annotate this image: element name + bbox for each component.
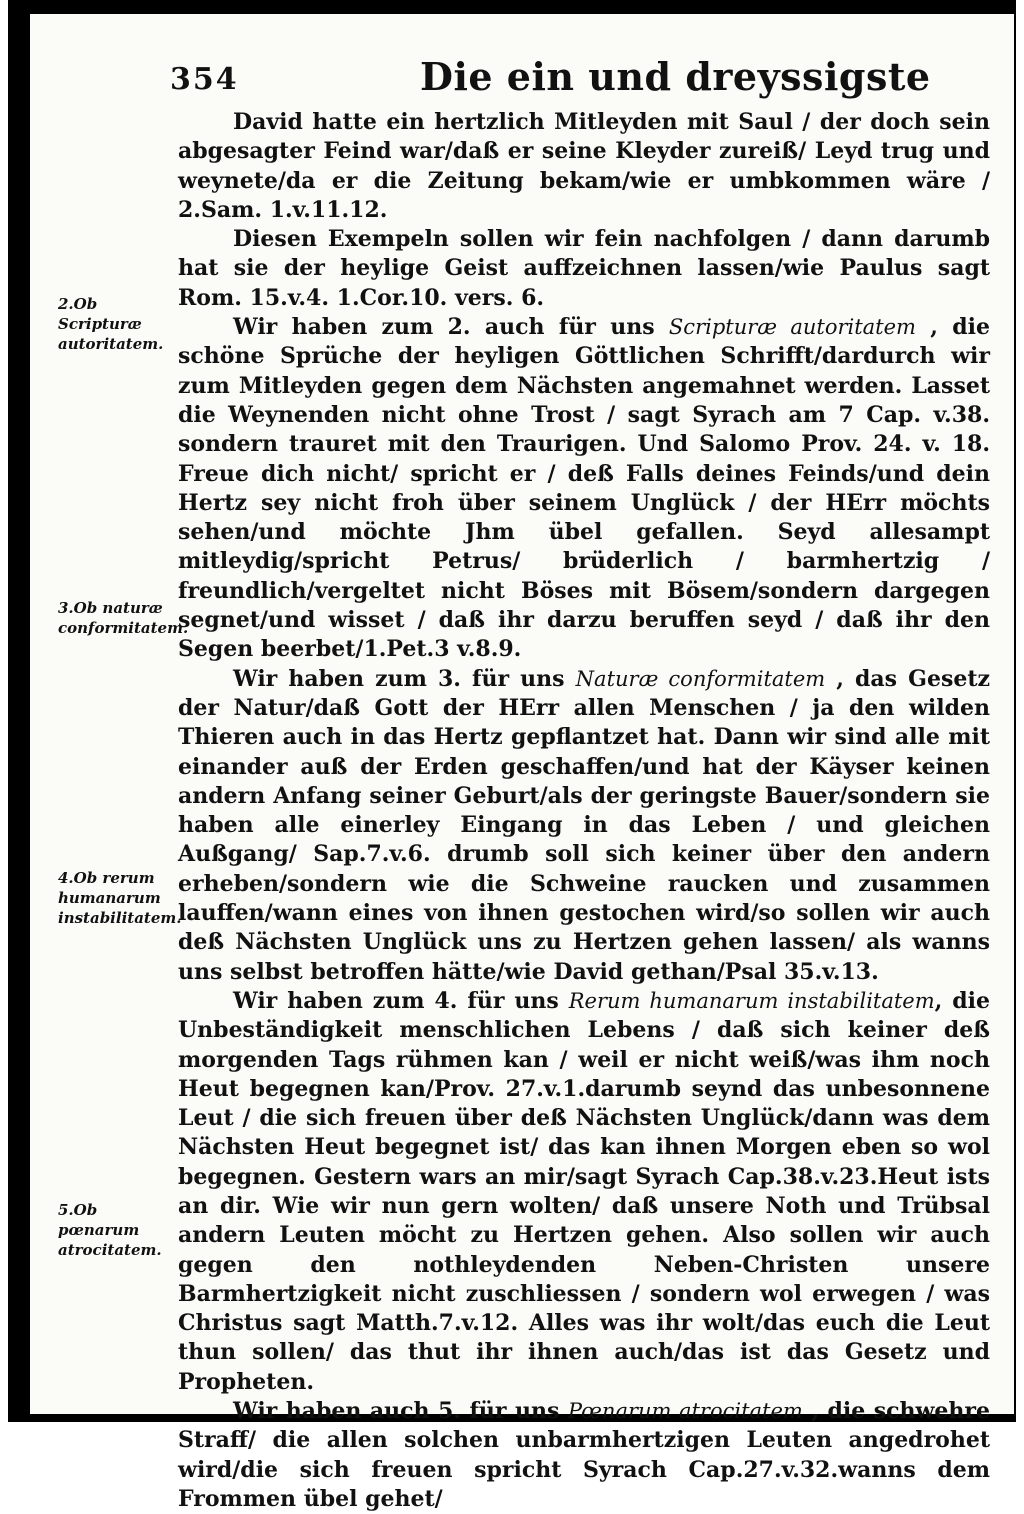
margin-note-naturae: 3.Ob naturæ conformitatem. [58,599,189,637]
paragraph-exempeln: Diesen Exempeln sollen wir fein nachfolgen / dann darumb hat sie der heylige Geist auffzeichnen lassen/wie Paulus sagt Rom. 15.v.4. 1.Cor.10. vers. 6. [178,226,990,311]
paragraph-lead: Wir haben zum 3. für uns [233,665,576,692]
latin-phrase: Naturæ conformitatem [575,666,826,691]
paragraph-poenarum [178,1397,990,1514]
paragraph-body: , die schöne Sprüche der heyligen Göttlichen Schrifft/dardurch wir zum Mitleyden gegen dem Nächsten angemahnet werden. Lasset die Weynenden nicht ohne Trost / sagt Syrach am 7 Cap. v.38. sondern trauret mit den Traurigen. Und Salomo Prov. 24. v. 18. Freue dich nicht/ spricht er / deß Falls deines Feinds/und dein Hertz sey nicht froh über seinem Unglück / der HErr möchts sehen/und möchte Jhm übel gefallen. Seyd allesampt mitleydig/spricht Petrus/ brüderlich / barmhertzig / freundlich/vergeltet nicht Böses mit Bösem/sondern dargegen segnet/und wisset / daß ihr darzu beruffen seyd / daß ihr den Segen beerbet/1.Pet.3 v.8.9. [178,314,990,663]
paragraph-rerum [178,987,990,1397]
body-text [178,108,990,1514]
paragraph-david: David hatte ein hertzlich Mitleyden mit Saul / der doch sein abgesagter Feind war/daß er seine Kleyder zureiß/ Leyd trug und weynete/da er die Zeitung bekam/wie er umbkommen wäre / 2.Sam. 1.v.11.12. [178,109,990,223]
margin-note-poenarum: 5.Ob pœnarum atrocitatem. [58,1201,162,1259]
latin-phrase: Pœnarum atrocitatem [567,1399,803,1424]
paragraph-lead: Wir haben auch 5. für uns [233,1398,568,1425]
paragraph-naturae [178,665,990,987]
margin-note-rerum: 4.Ob rerum humanarum instabilitatem. [58,869,182,927]
latin-phrase: Scripturæ autoritatem [668,315,916,340]
page-number: 354 [170,62,239,97]
paragraph-scripturae [178,313,990,665]
running-title: Die ein und dreyssigste [420,54,931,99]
page-header [170,50,970,100]
latin-phrase: Rerum humanarum instabilitatem [568,988,935,1013]
margin-note-scripturae: 2.Ob Scripturæ autoritatem. [58,295,164,353]
paragraph-body: , die schwehre Straff/ die allen solchen unbarmhertzigen Leuten angedrohet wird/die sich freuen spricht Syrach Cap.27.v.32.wanns dem Frommen übel gehet/ [178,1398,990,1512]
paragraph-body: , das Gesetz der Natur/daß Gott der HErr allen Menschen / ja den wilden Thieren auch in das Hertz gepflantzet hat. Dann wir sind alle mit einander auß der Erden geschaffen/und hat der Käyser keinen andern Anfang seiner Geburt/als der geringste Bauer/sondern sie haben alle einerley Eingang in das Leben / und gleichen Außgang/ Sap.7.v.6. drumb soll sich keiner über den andern erheben/sondern wie die Schweine raucken und zusammen lauffen/wann eines von ihnen gestochen wird/so sollen wir auch deß Nächsten Unglück uns zu Hertzen gehen lassen/ als wanns uns selbst betroffen hätte/wie David gethan/Psal 35.v.13. [178,665,990,985]
paragraph-lead: Wir haben zum 4. für uns [233,987,569,1014]
paragraph-lead: Wir haben zum 2. auch für uns [233,314,669,341]
paragraph-body: , die Unbeständigkeit menschlichen Lebens / daß sich keiner deß morgenden Tags rühmen kan / weil er nicht weiß/was ihm noch Heut begegnen kan/Prov. 27.v.1.darumb seynd das unbesonnene Leut / die sich freuen über deß Nächsten Unglück/dann was dem Nächsten Heut begegnet ist/ das kan ihnen Morgen eben so wol begegnen. Gestern wars an mir/sagt Syrach Cap.38.v.23.Heut ists an dir. Wie wir nun gern wolten/ daß unsere Noth und Trübsal andern Leuten möcht zu Hertzen gehen. Also sollen wir auch gegen den nothleydenden Neben-Christen unsere Barmhertzigkeit nicht zuschliessen / sondern wol erwegen / was Christus sagt Matth.7.v.12. Alles was ihr wolt/das euch die Leut thun sollen/ das thut ihr ihnen auch/das ist das Gesetz und Propheten. [178,987,990,1395]
